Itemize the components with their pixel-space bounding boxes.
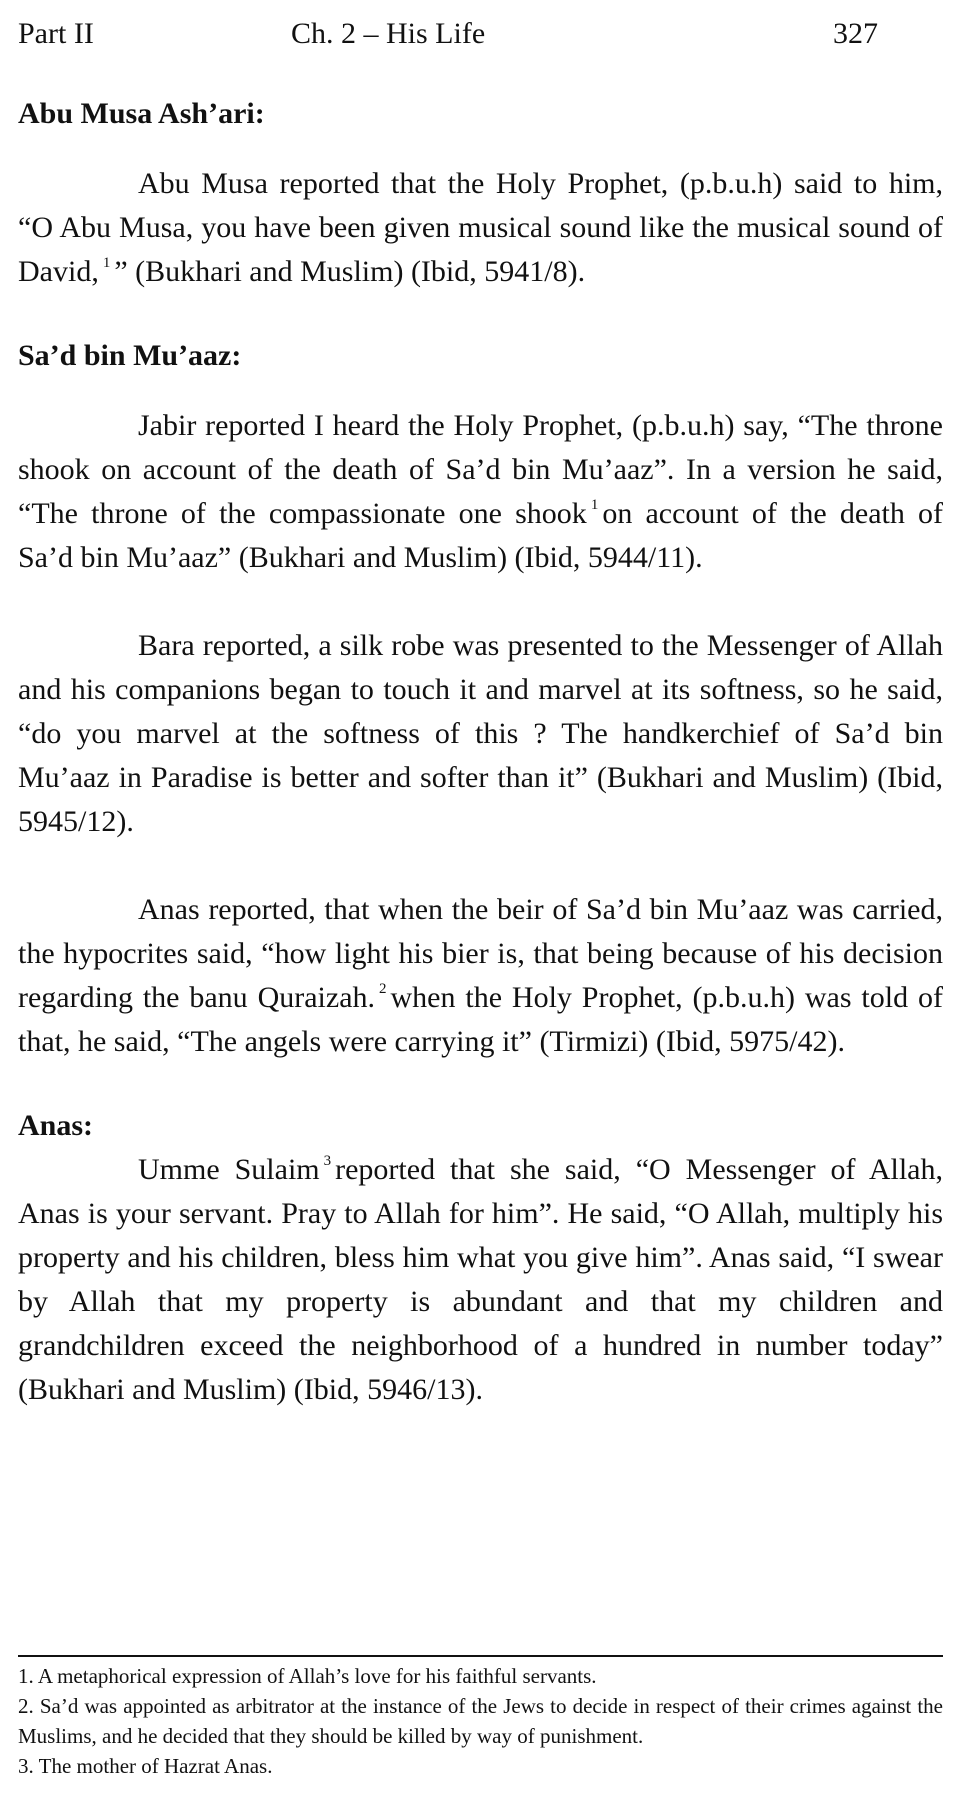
paragraph-text: Jabir reported I heard the Holy Prophet, (p.b.u.h) say, “The throne shook on account of the death of Sa’d bin Mu’aaz”. In a version he said, “The throne of the compassionate one shook [18,409,943,530]
footnotes [18,1655,943,1781]
paragraph-text: when the Holy Prophet, (p.b.u.h) was told of that, he said, “The angels were carrying it” (Tirmizi) (Ibid, 5975/42). [18,981,943,1058]
footnote-marker: 1 [102,255,111,271]
footnote-3: 3. The mother of Hazrat Anas. [18,1754,273,1778]
section-heading-abu-musa: Abu Musa Ash’ari: [18,97,265,130]
paragraph-text: reported that she said, “O Messenger of Allah, Anas is your servant. Pray to Allah for him”. He said, “O Allah, multiply his property and his children, bless him what you give him”. Anas said, “I swear by Allah that my property is abundant and that my children and grandchildren exceed the neighborhood of a hundred in number today” (Bukhari and Muslim) (Ibid, 5946/13). [18,1153,943,1406]
paragraph-anas-bier [18,888,943,1064]
paragraph-jabir [18,404,943,580]
footnote-marker: 1 [590,497,599,513]
chapter-title: Ch. 2 – His Life [291,17,486,50]
paragraph-abu-musa [18,162,943,294]
main-text [18,92,943,1412]
paragraph-text: ” (Bukhari and Muslim) (Ibid, 5941/8). [114,255,586,288]
running-header [18,14,878,54]
part-label: Part II [18,17,94,50]
paragraph-text: Abu Musa reported that the Holy Prophet, (p.b.u.h) said to him, “O Abu Musa, you have been given musical sound like the musical sound of David, [18,167,943,288]
footnote-2: 2. Sa’d was appointed as arbitrator at the instance of the Jews to decide in respect of their crimes against the Muslims, and he decided that they should be killed by way of punishment. [18,1694,943,1748]
paragraph-text: Umme Sulaim [138,1153,320,1186]
paragraph-bara: Bara reported, a silk robe was presented to the Messenger of Allah and his companions began to touch it and marvel at its softness, so he said, “do you marvel at the softness of this ? The handkerchief of Sa’d bin Mu’aaz in Paradise is better and softer than it” (Bukhari and Muslim) (Ibid, 5945/12). [18,629,943,838]
footnote-marker: 2 [379,981,387,997]
paragraph-text: on account of the death of Sa’d bin Mu’aaz” (Bukhari and Muslim) (Ibid, 5944/11). [18,497,943,574]
footnote-marker: 3 [323,1153,332,1169]
footnote-1: 1. A metaphorical expression of Allah’s love for his faithful servants. [18,1664,597,1688]
section-heading-sad-bin-muaaz: Sa’d bin Mu’aaz: [18,339,242,372]
section-heading-anas: Anas: [18,1109,94,1142]
paragraph-umme-sulaim [18,1148,943,1412]
page-number: 327 [833,17,878,50]
paragraph-text: Anas reported, that when the beir of Sa’d bin Mu’aaz was carried, the hypocrites said, “how light his bier is, that being because of his decision regarding the banu Quraizah. [18,893,943,1014]
